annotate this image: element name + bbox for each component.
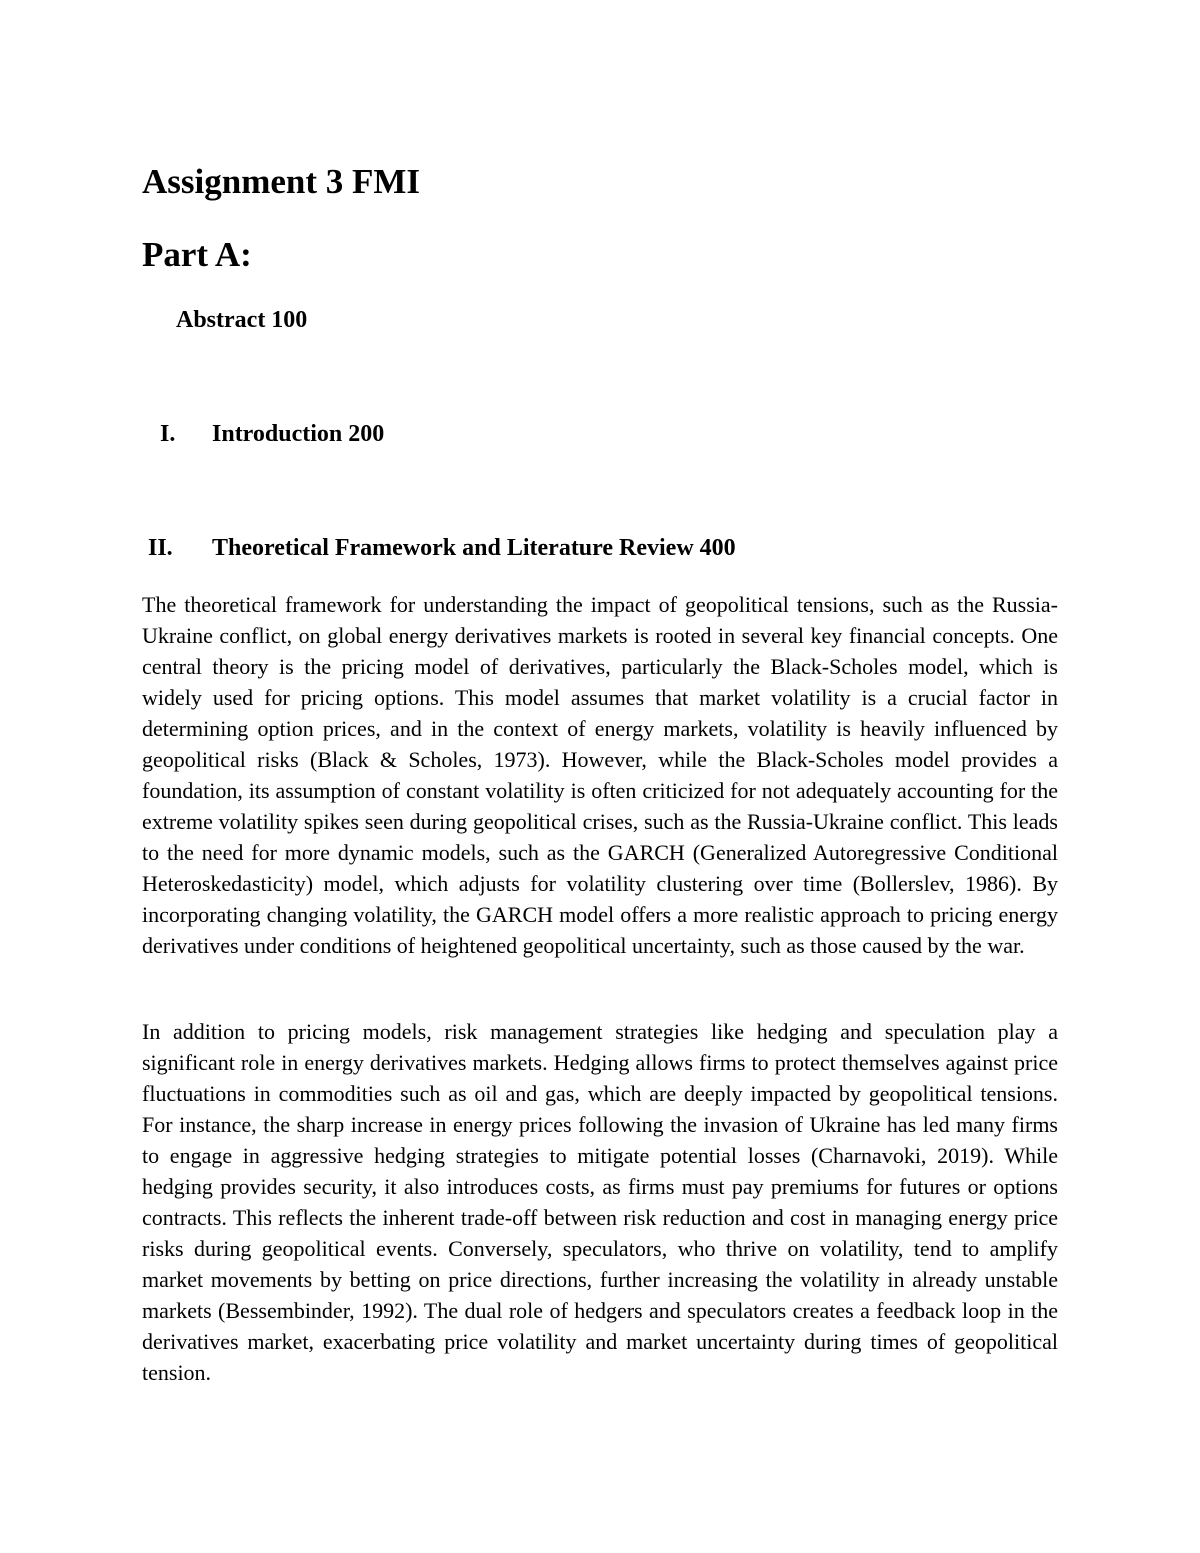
abstract-heading: Abstract 100 xyxy=(176,307,308,333)
part-heading: Part A: xyxy=(142,235,252,274)
paragraph-theoretical-framework: The theoretical framework for understanding the impact of geopolitical tensions, such as the Russia-Ukraine conflict, on global energy derivatives markets is rooted in several key financial concepts. One central theory is the pricing model of derivatives, particularly the Black-Scholes model, which is widely used for pricing options. This model assumes that market volatility is a crucial factor in determining option prices, and in the context of energy markets, volatility is heavily influenced by geopolitical risks (Black & Scholes, 1973). However, while the Black-Scholes model provides a foundation, its assumption of constant volatility is often criticized for not adequately accounting for the extreme volatility spikes seen during geopolitical crises, such as the Russia-Ukraine conflict. This leads to the need for more dynamic models, such as the GARCH (Generalized Autoregressive Conditional Heteroskedasticity) model, which adjusts for volatility clustering over time (Bollerslev, 1986). By incorporating changing volatility, the GARCH model offers a more realistic approach to pricing energy derivatives under conditions of heightened geopolitical uncertainty, such as those caused by the war. xyxy=(142,592,1058,958)
section-number: II. xyxy=(148,535,173,561)
section-number: I. xyxy=(160,421,176,447)
paragraph-risk-management: In addition to pricing models, risk management strategies like hedging and speculation play a significant role in energy derivatives markets. Hedging allows firms to protect themselves against price fluctuations in commodities such as oil and gas, which are deeply impacted by geopolitical tensions. For instance, the sharp increase in energy prices following the invasion of Ukraine has led many firms to engage in aggressive hedging strategies to mitigate potential losses (Charnavoki, 2019). While hedging provides security, it also introduces costs, as firms must pay premiums for futures or options contracts. This reflects the inherent trade-off between risk reduction and cost in managing energy price risks during geopolitical events. Conversely, speculators, who thrive on volatility, tend to amplify market movements by betting on price directions, further increasing the volatility in already unstable markets (Bessembinder, 1992). The dual role of hedgers and speculators creates a feedback loop in the derivatives market, exacerbating price volatility and market uncertainty during times of geopolitical tension. xyxy=(142,1019,1058,1385)
section-title: Theoretical Framework and Literature Review 400 xyxy=(212,535,736,561)
document-title: Assignment 3 FMI xyxy=(142,162,421,201)
section-title: Introduction 200 xyxy=(212,421,385,447)
